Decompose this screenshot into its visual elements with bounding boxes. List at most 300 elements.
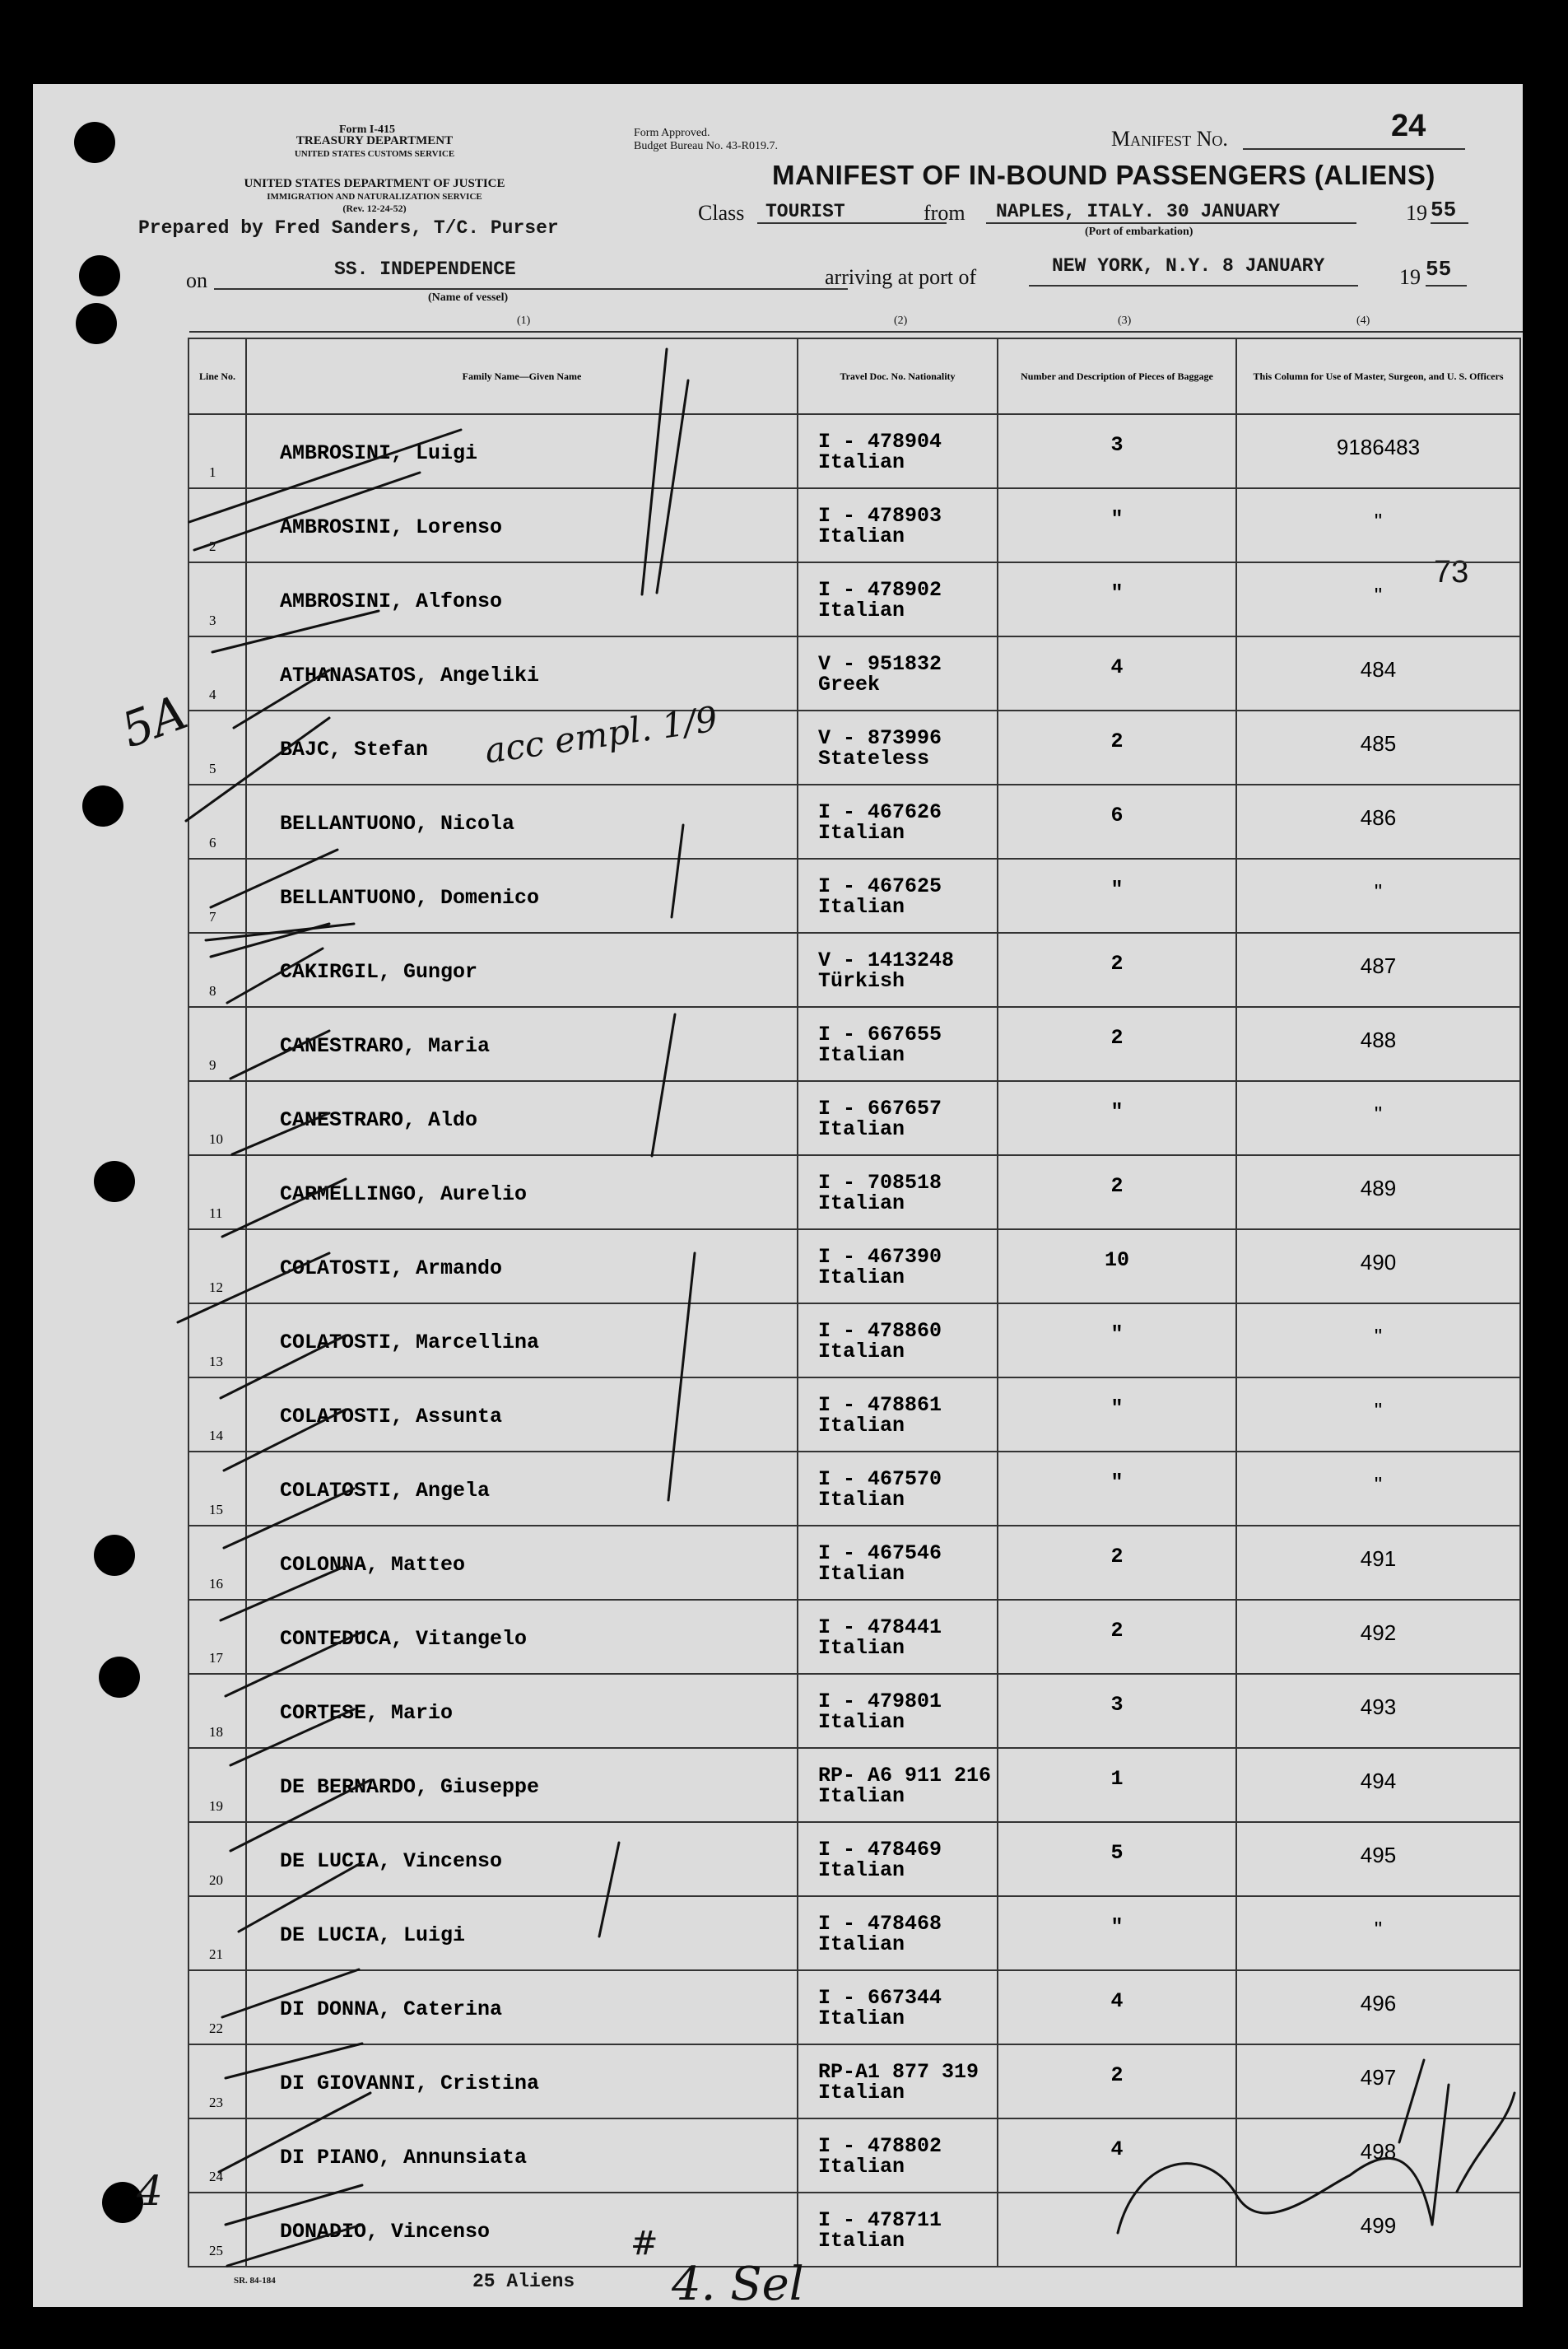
table-header-row [188,338,1520,414]
doc-cell [798,488,998,562]
baggage-count: " [1110,507,1124,531]
name-cell [246,1822,798,1896]
nationality: Italian [818,895,905,919]
col-number: (3) [1118,315,1132,327]
baggage-count: 2 [1110,2063,1124,2087]
passenger-table [188,338,1521,2267]
table-row [188,488,1520,562]
baggage-cell [998,1229,1236,1303]
line-number: 22 [209,2020,223,2036]
nationality: Italian [818,2229,905,2253]
travel-doc-number: I - 478469 [818,1838,942,1862]
ins-service: IMMIGRATION AND NATURALIZATION SERVICE [267,192,482,202]
line-number: 11 [209,1205,223,1221]
nationality: Italian [818,1488,905,1512]
passenger-name: CORTESE, Mario [280,1701,454,1725]
table-row [188,711,1520,785]
officer-number: 485 [1360,731,1397,756]
line-number-cell [188,933,246,1007]
name-cell [246,1007,798,1081]
nationality: Italian [818,2006,905,2030]
table-row [188,1377,1520,1452]
officer-cell [1236,1007,1520,1081]
line-number-cell [188,488,246,562]
arrival-value: NEW YORK, N.Y. 8 JANUARY [1052,255,1325,277]
baggage-count: 2 [1110,1619,1124,1643]
name-cell [246,636,798,711]
officer-number: 495 [1360,1843,1397,1867]
baggage-cell [998,933,1236,1007]
travel-doc-number: I - 478902 [818,578,942,602]
travel-doc-number: V - 1413248 [818,948,955,972]
officer-cell [1236,414,1520,488]
doc-cell [798,1229,998,1303]
passenger-name: COLATOSTI, Marcellina [280,1331,540,1354]
officer-cell [1236,2193,1520,2267]
line-number: 3 [209,613,216,628]
travel-doc-number: I - 467625 [818,874,942,898]
line-number: 20 [209,1872,223,1888]
line-number-cell [188,1229,246,1303]
officer-cell [1236,1674,1520,1748]
table-row [188,785,1520,859]
line-number: 14 [209,1428,223,1443]
officer-number: " [1374,583,1383,608]
baggage-cell [998,1674,1236,1748]
line-number-cell [188,1674,246,1748]
table-row [188,1896,1520,1970]
doc-cell [798,1526,998,1600]
officer-cell [1236,785,1520,859]
line-number-cell [188,1007,246,1081]
baggage-cell [998,785,1236,859]
passenger-name: COLATOSTI, Angela [280,1479,491,1503]
passenger-name: DE BERNARDO, Giuseppe [280,1775,540,1799]
baggage-count: 3 [1110,433,1124,457]
line-number-cell [188,1081,246,1155]
nationality: Italian [818,450,905,474]
baggage-count: " [1110,1100,1124,1124]
baggage-cell [998,1303,1236,1377]
doc-cell [798,933,998,1007]
table-row [188,933,1520,1007]
baggage-cell [998,1896,1236,1970]
nationality: Italian [818,1636,905,1660]
officer-number: " [1374,1472,1383,1497]
line-number-cell [188,1377,246,1452]
passenger-name: DI DONNA, Caterina [280,1997,503,2021]
name-cell [246,562,798,636]
officer-cell [1236,636,1520,711]
baggage-count: 2 [1110,1026,1124,1050]
officer-number: 498 [1360,2139,1397,2164]
officer-cell [1236,711,1520,785]
baggage-count: " [1110,581,1124,605]
name-cell [246,859,798,933]
passenger-name: AMBROSINI, Alfonso [280,590,503,613]
arriving-label: arriving at port of [825,265,977,289]
line-number: 2 [209,538,216,554]
doc-cell [798,1155,998,1229]
passenger-name: ATHANASATOS, Angeliki [280,664,540,687]
line-number-cell [188,2044,246,2118]
name-cell [246,1674,798,1748]
officer-cell [1236,1748,1520,1822]
line-number: 1 [209,464,216,480]
line-number: 13 [209,1354,223,1369]
doc-cell [798,636,998,711]
form-code: SR. 84-184 [234,2276,276,2286]
officer-number: 489 [1360,1176,1397,1200]
vessel-caption: (Name of vessel) [428,291,509,304]
table-row [188,2193,1520,2267]
name-cell [246,414,798,488]
line-number-cell [188,636,246,711]
line-number-cell [188,562,246,636]
baggage-count: 2 [1110,1174,1124,1198]
officer-number: 497 [1360,2065,1397,2090]
line-number-cell [188,1748,246,1822]
line-number-cell [188,711,246,785]
nationality: Italian [818,2081,905,2104]
margin-4: 4 [137,2167,163,2215]
officer-number: " [1374,1917,1383,1941]
manifest-number: 24 [1391,109,1426,143]
travel-doc-number: I - 467390 [818,1245,942,1269]
line-number: 23 [209,2095,223,2110]
alien-total: 25 Aliens [472,2271,575,2292]
baggage-cell [998,2193,1236,2267]
table-row [188,1081,1520,1155]
line-number-cell [188,414,246,488]
officer-cell [1236,2118,1520,2193]
from-label: from [924,201,965,225]
vessel-name: SS. INDEPENDENCE [334,259,516,280]
officer-number: 491 [1360,1546,1397,1571]
on-label: on [186,268,207,292]
travel-doc-number: I - 479801 [818,1690,942,1713]
nationality: Italian [818,1265,905,1289]
officer-number: 492 [1360,1620,1397,1645]
col-header-doc: Travel Doc. No. Nationality [798,338,998,414]
doc-cell [798,1600,998,1674]
side-number: 73 [1434,555,1469,590]
baggage-cell [998,1526,1236,1600]
from-year: 55 [1431,198,1457,222]
doc-cell [798,2118,998,2193]
hash-mark: # [630,2225,658,2263]
table-row [188,1970,1520,2044]
officer-cell [1236,1377,1520,1452]
baggage-count: " [1110,1470,1124,1494]
baggage-cell [998,562,1236,636]
line-number: 21 [209,1946,223,1962]
col-header-baggage: Number and Description of Pieces of Baggage [998,338,1236,414]
baggage-count: 6 [1110,804,1124,827]
col-header-line: Line No. [188,338,246,414]
line-number: 10 [209,1131,223,1147]
nationality: Türkish [818,969,905,993]
arrival-year-prefix: 19 [1399,265,1421,289]
officer-cell [1236,1896,1520,1970]
punch-hole [99,1657,140,1698]
doc-cell [798,1377,998,1452]
passenger-name: BELLANTUONO, Nicola [280,812,515,836]
manifest-sheet [33,84,1523,2311]
line-number-cell [188,1526,246,1600]
officer-cell [1236,1822,1520,1896]
officer-number: " [1374,1324,1383,1349]
col-number: (2) [894,315,908,327]
travel-doc-number: V - 873996 [818,726,942,750]
customs-service: UNITED STATES CUSTOMS SERVICE [294,149,455,159]
travel-doc-number: RP- A6 911 216 [818,1764,992,1787]
arrival-year: 55 [1426,257,1452,282]
name-cell [246,1229,798,1303]
baggage-cell [998,636,1236,711]
passenger-name: DONADIO, Vincenso [280,2220,491,2244]
line-number-cell [188,1303,246,1377]
name-cell [246,2193,798,2267]
class-label: Class [698,201,745,225]
col-number: (1) [517,315,531,327]
doc-cell [798,1081,998,1155]
line-number: 25 [209,2243,223,2258]
travel-doc-number: I - 467626 [818,800,942,824]
passenger-name: BAJC, Stefan [280,738,429,762]
line-number: 4 [209,687,216,702]
table-row [188,1526,1520,1600]
line-number: 19 [209,1798,223,1814]
name-cell [246,1526,798,1600]
nationality: Italian [818,1710,905,1734]
line-number: 9 [209,1057,216,1073]
name-cell [246,1303,798,1377]
passenger-name: CANESTRARO, Maria [280,1034,491,1058]
officer-number: 490 [1360,1250,1397,1275]
col-header-name: Family Name—Given Name [246,338,798,414]
travel-doc-number: I - 708518 [818,1171,942,1195]
officer-cell [1236,1526,1520,1600]
baggage-count: 4 [1110,2137,1124,2161]
baggage-cell [998,1452,1236,1526]
line-number-cell [188,1452,246,1526]
baggage-cell [998,1155,1236,1229]
travel-doc-number: I - 478903 [818,504,942,528]
nationality: Italian [818,599,905,622]
doc-cell [798,1822,998,1896]
punch-hole [82,785,123,827]
passenger-name: DE LUCIA, Luigi [280,1923,466,1947]
doc-cell [798,1896,998,1970]
table-row [188,636,1520,711]
doc-cell [798,859,998,933]
bajc-annotation: acc empl. 1/9 [482,698,720,771]
name-cell [246,2044,798,2118]
doc-cell [798,2044,998,2118]
nationality: Italian [818,524,905,548]
line-number: 17 [209,1650,223,1666]
line-number-cell [188,1896,246,1970]
table-row [188,1303,1520,1377]
baggage-cell [998,2118,1236,2193]
baggage-cell [998,1970,1236,2044]
officer-cell [1236,488,1520,562]
doc-cell [798,1674,998,1748]
nationality: Italian [818,1858,905,1882]
form-number: Form I-415 [339,124,396,136]
officer-number: 488 [1360,1028,1397,1052]
punch-hole [94,1535,135,1576]
passenger-name: COLONNA, Matteo [280,1553,466,1577]
line-number: 18 [209,1724,223,1740]
bottom-note: 4. Sel [672,2258,804,2311]
doc-cell [798,414,998,488]
officer-cell [1236,1081,1520,1155]
line-number-cell [188,785,246,859]
class-value: TOURIST [765,201,845,222]
travel-doc-number: I - 478861 [818,1393,942,1417]
line-number-cell [188,1600,246,1674]
officer-number: 484 [1360,657,1397,682]
nationality: Italian [818,1414,905,1438]
line-number-cell [188,1970,246,2044]
prepared-by: Prepared by Fred Sanders, T/C. Purser [138,217,559,239]
officer-cell [1236,2044,1520,2118]
travel-doc-number: I - 667655 [818,1023,942,1046]
table-row [188,2118,1520,2193]
baggage-cell [998,1007,1236,1081]
table-row [188,1674,1520,1748]
manifest-label: Manifest No. [1111,127,1228,151]
baggage-cell [998,2044,1236,2118]
budget-bureau: Budget Bureau No. 43-R019.7. [634,140,778,152]
officer-number: 494 [1360,1769,1397,1793]
travel-doc-number: I - 667344 [818,1986,942,2010]
page-title: MANIFEST OF IN-BOUND PASSENGERS (ALIENS) [772,160,1435,190]
travel-doc-number: I - 478802 [818,2134,942,2158]
form-approved: Form Approved. [634,127,710,139]
margin-5a: 5A [114,683,195,759]
baggage-count: " [1110,1915,1124,1939]
nationality: Italian [818,1932,905,1956]
officer-cell [1236,1452,1520,1526]
line-number: 6 [209,835,216,851]
officer-number: " [1374,1102,1383,1126]
col-number: (4) [1356,315,1370,327]
table-row [188,1600,1520,1674]
table-row [188,1007,1520,1081]
baggage-count: 5 [1110,1841,1124,1865]
passenger-name: CONTEDUCA, Vitangelo [280,1627,528,1651]
baggage-count: 4 [1110,655,1124,679]
doc-cell [798,785,998,859]
officer-number: 499 [1360,2213,1397,2238]
travel-doc-number: I - 478904 [818,430,942,454]
nationality: Italian [818,1784,905,1808]
from-year-prefix: 19 [1406,201,1427,225]
doc-cell [798,1007,998,1081]
passenger-name: CAKIRGIL, Gungor [280,960,478,984]
punch-hole [79,255,120,296]
line-number: 12 [209,1279,223,1295]
doc-cell [798,1452,998,1526]
baggage-count: 10 [1104,1248,1129,1272]
name-cell [246,1896,798,1970]
line-number-cell [188,1822,246,1896]
nationality: Italian [818,2155,905,2179]
name-cell [246,933,798,1007]
officer-cell [1236,859,1520,933]
name-cell [246,488,798,562]
officer-number: 496 [1360,1991,1397,2016]
doc-cell [798,562,998,636]
nationality: Stateless [818,747,930,771]
name-cell [246,1155,798,1229]
baggage-cell [998,488,1236,562]
line-number: 24 [209,2169,223,2184]
passenger-name: COLATOSTI, Assunta [280,1405,503,1429]
line-number: 5 [209,761,216,776]
baggage-cell [998,711,1236,785]
baggage-cell [998,1748,1236,1822]
doc-cell [798,1303,998,1377]
doc-cell [798,711,998,785]
baggage-cell [998,1081,1236,1155]
officer-cell [1236,562,1520,636]
line-number-cell [188,1155,246,1229]
line-number: 15 [209,1502,223,1517]
passenger-name: CARMELLINGO, Aurelio [280,1182,528,1206]
passenger-name: DI GIOVANNI, Cristina [280,2072,540,2095]
travel-doc-number: I - 467570 [818,1467,942,1491]
baggage-cell [998,1822,1236,1896]
name-cell [246,1081,798,1155]
officer-cell [1236,1229,1520,1303]
line-number: 7 [209,909,216,925]
officer-number: " [1374,1398,1383,1423]
officer-cell [1236,1155,1520,1229]
table-row [188,859,1520,933]
baggage-count: " [1110,1322,1124,1346]
table-row [188,1229,1520,1303]
baggage-cell [998,1600,1236,1674]
passenger-name: COLATOSTI, Armando [280,1256,503,1280]
nationality: Italian [818,1043,905,1067]
passenger-name: DE LUCIA, Vincenso [280,1849,503,1873]
table-row [188,562,1520,636]
nationality: Italian [818,821,905,845]
name-cell [246,1748,798,1822]
name-cell [246,1600,798,1674]
officer-cell [1236,1600,1520,1674]
doc-cell [798,1970,998,2044]
nationality: Italian [818,1340,905,1363]
from-value: NAPLES, ITALY. 30 JANUARY [996,201,1281,222]
name-cell [246,785,798,859]
doc-cell [798,2193,998,2267]
table-row [188,414,1520,488]
line-number-cell [188,859,246,933]
name-cell [246,1452,798,1526]
travel-doc-number: V - 951832 [818,652,942,676]
officer-cell [1236,1303,1520,1377]
baggage-count: " [1110,1396,1124,1420]
baggage-count: 1 [1110,1767,1124,1791]
officer-cell [1236,933,1520,1007]
baggage-cell [998,1377,1236,1452]
baggage-cell [998,414,1236,488]
